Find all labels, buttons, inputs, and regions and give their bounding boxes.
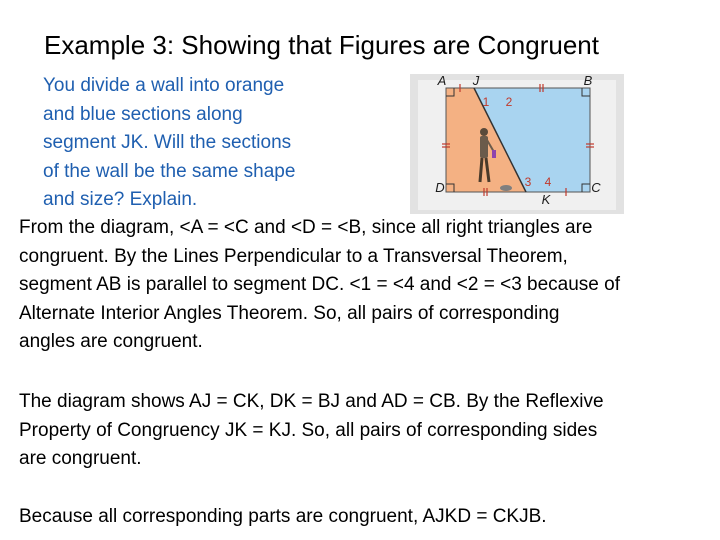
angles-explanation xyxy=(19,214,709,357)
wall-diagram-svg xyxy=(410,74,624,214)
angle-label-2: 2 xyxy=(505,95,513,109)
text-line: angles are congruent. xyxy=(19,331,203,352)
vertex-label-k: K xyxy=(541,192,551,207)
text-line: From the diagram, <A = <C and <D = <B, since all right triangles are xyxy=(19,217,593,238)
angle-label-4: 4 xyxy=(544,175,552,189)
vertex-label-b: B xyxy=(583,74,593,88)
question-line: and size? Explain. xyxy=(43,189,198,210)
vertex-label-c: C xyxy=(591,180,601,195)
vertex-label-a: A xyxy=(437,74,447,88)
text-line: Alternate Interior Angles Theorem. So, all pairs of corresponding xyxy=(19,302,560,324)
text-line: segment AB is parallel to segment DC. <1 = <4 and <2 = <3 because of xyxy=(19,274,620,295)
text-line: congruent. By the Lines Perpendicular to a Transversal Theorem, xyxy=(19,245,568,267)
example-question xyxy=(43,72,403,215)
question-line: and blue sections along xyxy=(43,103,243,125)
question-line: segment JK. Will the sections xyxy=(43,132,292,153)
sides-explanation xyxy=(19,388,709,474)
conclusion xyxy=(19,503,709,532)
text-line: are congruent. xyxy=(19,448,142,469)
vertex-label-d: D xyxy=(435,180,445,195)
slide-title: Example 3: Showing that Figures are Congruent xyxy=(44,30,599,60)
angle-label-1: 1 xyxy=(482,95,490,109)
question-line: You divide a wall into orange xyxy=(43,75,285,96)
text-line: Property of Congruency JK = KJ. So, all pairs of corresponding sides xyxy=(19,419,598,441)
vertex-label-j: J xyxy=(472,74,480,88)
text-line: Because all corresponding parts are congruent, AJKD = CKJB. xyxy=(19,506,547,527)
angle-label-3: 3 xyxy=(524,175,532,189)
question-line: of the wall be the same shape xyxy=(43,160,296,182)
wall-diagram xyxy=(410,74,624,214)
text-line: The diagram shows AJ = CK, DK = BJ and AD = CB. By the Reflexive xyxy=(19,391,604,412)
